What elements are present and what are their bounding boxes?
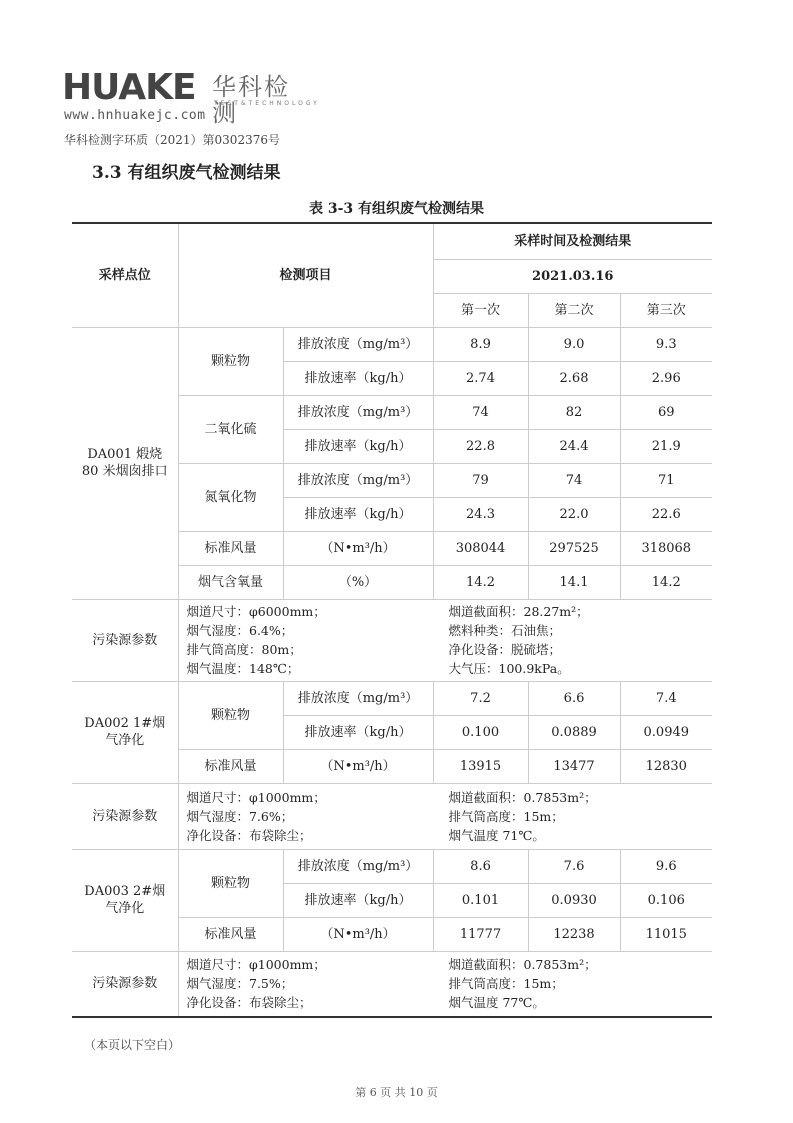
da001-value: 318068: [620, 531, 712, 565]
da001-value: 74: [528, 463, 620, 497]
da002-source-label: 污染源参数: [72, 783, 178, 849]
da003-param: （N•m³/h）: [283, 917, 433, 951]
da001-param: 排放浓度（mg/m³）: [283, 463, 433, 497]
da001-value: 21.9: [620, 429, 712, 463]
da002-param: 排放浓度（mg/m³）: [283, 681, 433, 715]
table-caption: 表 3-3 有组织废气检测结果: [308, 201, 485, 217]
da003-value: 9.6: [620, 849, 712, 883]
header-run-3: 第三次: [620, 293, 712, 327]
header-time-group: 采样时间及检测结果: [433, 223, 712, 259]
da001-param: 排放速率（kg/h）: [283, 361, 433, 395]
document-number: 华科检测字环质（2021）第0302376号: [64, 133, 280, 147]
da002-param: 排放速率（kg/h）: [283, 715, 433, 749]
da001-value: 308044: [433, 531, 528, 565]
source-param: 烟气湿度：7.5%；: [186, 976, 294, 992]
da001-value: 22.8: [433, 429, 528, 463]
da001-value: 24.3: [433, 497, 528, 531]
source-param: 烟气温度 77℃。: [448, 995, 545, 1011]
da001-value: 14.1: [528, 565, 620, 599]
da001-param: （%）: [283, 565, 433, 599]
da001-value: 9.0: [528, 327, 620, 361]
da001-point: DA001 煅烧 80 米烟囱排口: [72, 327, 178, 599]
company-url: www.hnhuakejc.com: [64, 108, 206, 123]
da002-source-params: [178, 783, 712, 849]
da001-item-nox: 氮氧化物: [178, 463, 283, 531]
da001-value: 297525: [528, 531, 620, 565]
da003-point: DA003 2#烟气净化: [72, 849, 178, 951]
source-param: 大气压：100.9kPa。: [448, 661, 570, 676]
da001-value: 24.4: [528, 429, 620, 463]
da003-param: 排放速率（kg/h）: [283, 883, 433, 917]
da001-value: 69: [620, 395, 712, 429]
da001-param: 排放速率（kg/h）: [283, 429, 433, 463]
source-param: 燃料种类：石油焦；: [448, 623, 562, 638]
source-param: 烟道尺寸：φ1000mm；: [186, 957, 326, 973]
da001-param: 排放浓度（mg/m³）: [283, 395, 433, 429]
source-param: 排气筒高度：80m；: [186, 642, 302, 657]
logo-mark: HUAKE: [62, 67, 196, 108]
da002-value: 12830: [620, 749, 712, 783]
da001-value: 9.3: [620, 327, 712, 361]
da001-value: 2.74: [433, 361, 528, 395]
source-param: 排气筒高度：15m；: [448, 976, 564, 992]
da001-value: 79: [433, 463, 528, 497]
logo-chinese-name: 华科检测: [212, 73, 290, 127]
da003-value: 8.6: [433, 849, 528, 883]
da001-param: 排放浓度（mg/m³）: [283, 327, 433, 361]
header-run-1: 第一次: [433, 293, 528, 327]
da003-source-label: 污染源参数: [72, 951, 178, 1017]
da001-value: 22.6: [620, 497, 712, 531]
da002-point: DA002 1#烟气净化: [72, 681, 178, 783]
header-test-item: 检测项目: [178, 223, 433, 327]
header-sampling-point: 采样点位: [72, 223, 178, 327]
results-table: [72, 222, 712, 1018]
da002-value: 7.2: [433, 681, 528, 715]
da001-value: 22.0: [528, 497, 620, 531]
da002-value: 0.100: [433, 715, 528, 749]
da003-value: 0.0930: [528, 883, 620, 917]
da003-source-params: [178, 951, 712, 1017]
header-run-2: 第二次: [528, 293, 620, 327]
logo-english-tagline: TEST&TECHNOLOGY: [214, 100, 320, 107]
source-param: 烟道尺寸：φ1000mm；: [186, 789, 326, 805]
da003-value: 7.6: [528, 849, 620, 883]
source-param: 烟气温度 71℃。: [448, 827, 545, 843]
source-param: 烟道截面积：28.27m²；: [448, 604, 589, 619]
da003-value: 0.101: [433, 883, 528, 917]
source-param: 烟道截面积：0.7853m²；: [448, 789, 597, 805]
da002-value: 0.0949: [620, 715, 712, 749]
da002-value: 7.4: [620, 681, 712, 715]
da001-param: （N•m³/h）: [283, 531, 433, 565]
source-param: 烟道截面积：0.7853m²；: [448, 957, 597, 973]
blank-page-note: （本页以下空白）: [84, 1038, 181, 1052]
da002-item-flow: 标准风量: [178, 749, 283, 783]
page-footer: 第 6 页 共 10 页: [355, 1086, 438, 1099]
da001-source-label: 污染源参数: [72, 599, 178, 681]
da001-value: 8.9: [433, 327, 528, 361]
da002-value: 0.0889: [528, 715, 620, 749]
da003-value: 11777: [433, 917, 528, 951]
source-param: 烟道尺寸：φ6000mm；: [186, 604, 326, 619]
da001-value: 2.68: [528, 361, 620, 395]
source-param: 排气筒高度：15m；: [448, 808, 564, 824]
section-title: 3.3 有组织废气检测结果: [92, 163, 281, 183]
da002-param: （N•m³/h）: [283, 749, 433, 783]
da001-value: 74: [433, 395, 528, 429]
da003-item-flow: 标准风量: [178, 917, 283, 951]
da003-value: 0.106: [620, 883, 712, 917]
da001-item-particulate: 颗粒物: [178, 327, 283, 395]
da002-value: 13915: [433, 749, 528, 783]
source-param: 净化设备：脱硫塔；: [448, 642, 562, 657]
source-param: 烟气湿度：7.6%；: [186, 808, 294, 824]
da001-source-params: [178, 599, 712, 681]
da003-param: 排放浓度（mg/m³）: [283, 849, 433, 883]
da001-item-flow: 标准风量: [178, 531, 283, 565]
da001-value: 14.2: [620, 565, 712, 599]
da003-value: 12238: [528, 917, 620, 951]
da001-item-oxygen: 烟气含氧量: [178, 565, 283, 599]
da002-value: 13477: [528, 749, 620, 783]
header-date: 2021.03.16: [433, 259, 712, 293]
da001-value: 71: [620, 463, 712, 497]
da001-value: 14.2: [433, 565, 528, 599]
da002-item-particulate: 颗粒物: [178, 681, 283, 749]
da001-item-so2: 二氧化硫: [178, 395, 283, 463]
source-param: 烟气温度：148℃；: [186, 661, 300, 676]
source-param: 净化设备：布袋除尘；: [186, 827, 312, 843]
source-param: 烟气湿度：6.4%；: [186, 623, 294, 638]
da001-param: 排放速率（kg/h）: [283, 497, 433, 531]
source-param: 净化设备：布袋除尘；: [186, 995, 312, 1011]
da003-item-particulate: 颗粒物: [178, 849, 283, 917]
da001-value: 2.96: [620, 361, 712, 395]
da001-value: 82: [528, 395, 620, 429]
da002-value: 6.6: [528, 681, 620, 715]
da003-value: 11015: [620, 917, 712, 951]
